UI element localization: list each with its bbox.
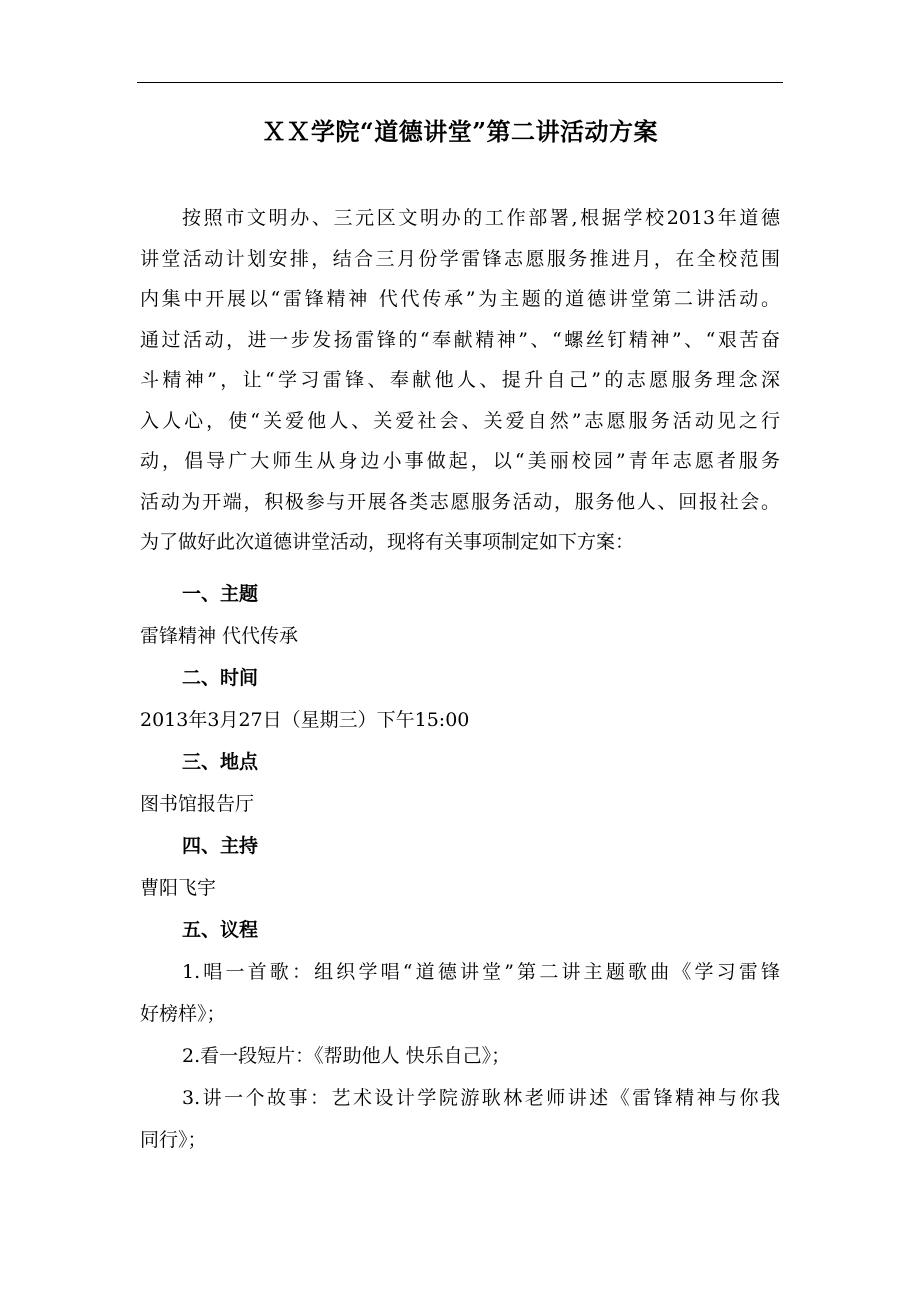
section-value-host: 曹阳飞宇 <box>140 877 217 899</box>
intro-line: 入人心，使“关爱他人、关爱社会、关爱自然”志愿服务活动见之行 <box>140 409 780 432</box>
section-value-place: 图书馆报告厅 <box>140 793 255 815</box>
intro-line: 讲堂活动计划安排，结合三月份学雷锋志愿服务推进月，在全校范围 <box>140 247 780 270</box>
section-heading-time: 二、时间 <box>182 667 259 689</box>
header-rule <box>137 82 783 83</box>
document-title: ＸＸ学院“道德讲堂”第二讲活动方案 <box>261 117 659 146</box>
intro-line: 按照市文明办、三元区文明办的工作部署,根据学校2013年道德 <box>182 207 780 229</box>
agenda-item-3-continued: 同行》； <box>140 1129 207 1151</box>
section-heading-host: 四、主持 <box>182 835 259 857</box>
plan-sections <box>140 573 780 1161</box>
agenda-item-3: 3.讲一个故事：艺术设计学院游耿林老师讲述《雷锋精神与你我 <box>182 1087 780 1109</box>
intro-line: 为了做好此次道德讲堂活动，现将有关事项制定如下方案： <box>140 531 635 553</box>
intro-paragraph <box>140 198 780 563</box>
section-heading-theme: 一、主题 <box>182 583 259 605</box>
section-heading-place: 三、地点 <box>182 751 259 773</box>
intro-line: 活动为开端，积极参与开展各类志愿服务活动，服务他人、回报社会。 <box>140 490 780 513</box>
intro-line: 通过活动，进一步发扬雷锋的“奉献精神”、“螺丝钉精神”、“艰苦奋 <box>140 328 780 351</box>
section-value-time: 2013年3月27日（星期三）下午15:00 <box>140 709 470 731</box>
agenda-item-2: 2.看一段短片：《帮助他人 快乐自己》； <box>182 1045 511 1067</box>
intro-line: 内集中开展以“雷锋精神 代代传承”为主题的道德讲堂第二讲活动。 <box>140 288 780 310</box>
agenda-item-1-continued: 好榜样》； <box>140 1003 226 1025</box>
agenda-item-1: 1.唱一首歌：组织学唱“道德讲堂”第二讲主题歌曲《学习雷锋 <box>182 961 780 983</box>
section-heading-agenda: 五、议程 <box>182 919 259 941</box>
intro-line: 动，倡导广大师生从身边小事做起，以“美丽校园”青年志愿者服务 <box>140 450 780 472</box>
section-value-theme: 雷锋精神 代代传承 <box>140 625 299 647</box>
intro-line: 斗精神”，让“学习雷锋、奉献他人、提升自己”的志愿服务理念深 <box>140 369 780 391</box>
